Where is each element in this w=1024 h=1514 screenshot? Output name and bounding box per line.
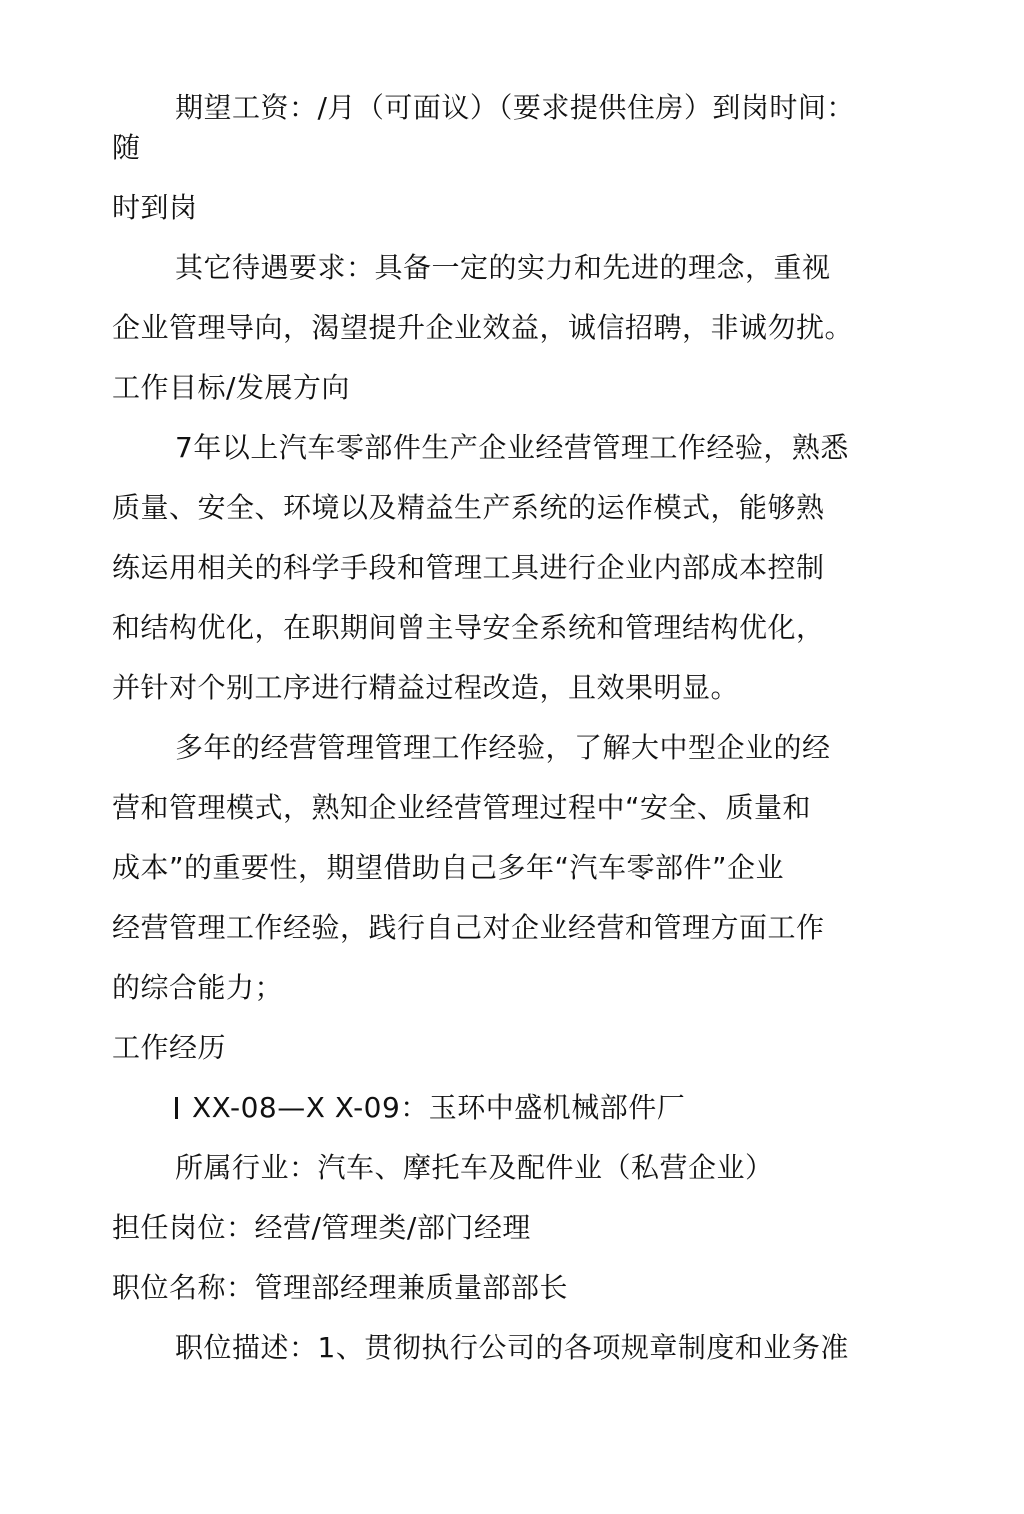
section-heading-work-history: 工作经历 [112, 1031, 227, 1064]
goals-paragraph-line-1: 7年以上汽车零部件生产企业经营管理工作经验，熟悉 [175, 431, 849, 464]
expected-salary-line-wrap: 随 [112, 131, 141, 164]
other-benefits-line-1: 其它待遇要求：具备一定的实力和先进的理念，重视 [175, 251, 831, 284]
bullet-bar [175, 1097, 178, 1119]
experience-paragraph-line-1: 多年的经营管理管理工作经验，了解大中型企业的经 [175, 731, 831, 764]
job-period-line [175, 1090, 685, 1126]
experience-paragraph-line-3: 成本”的重要性，期望借助自己多年“汽车零部件”企业 [112, 851, 785, 884]
experience-paragraph-line-4: 经营管理工作经验，践行自己对企业经营和管理方面工作 [112, 911, 825, 944]
goals-paragraph-line-5: 并针对个别工序进行精益过程改造，且效果明显。 [112, 671, 740, 704]
job-description-line: 职位描述：1、贯彻执行公司的各项规章制度和业务准 [175, 1331, 849, 1364]
expected-salary-line: 期望工资：/月（可面议）（要求提供住房）到岗时间： [175, 91, 855, 124]
experience-paragraph-line-5: 的综合能力； [112, 971, 284, 1004]
arrival-time-line: 时到岗 [112, 191, 198, 224]
other-benefits-line-2: 企业管理导向，渴望提升企业效益，诚信招聘，非诚勿扰。 [112, 311, 854, 344]
experience-paragraph-line-2: 营和管理模式，熟知企业经营管理过程中“安全、质量和 [112, 791, 812, 824]
position-line: 担任岗位：经营/管理类/部门经理 [112, 1211, 531, 1244]
industry-line: 所属行业：汽车、摩托车及配件业（私营企业） [175, 1151, 774, 1184]
goals-paragraph-line-2: 质量、安全、环境以及精益生产系统的运作模式，能够熟 [112, 491, 825, 524]
section-heading-goals: 工作目标/发展方向 [112, 371, 350, 404]
job-period-text: XX-08—X X-09：玉环中盛机械部件厂 [192, 1091, 686, 1124]
job-title-line: 职位名称：管理部经理兼质量部部长 [112, 1271, 569, 1304]
goals-paragraph-line-3: 练运用相关的科学手段和管理工具进行企业内部成本控制 [112, 551, 825, 584]
goals-paragraph-line-4: 和结构优化，在职期间曾主导安全系统和管理结构优化， [112, 611, 825, 644]
